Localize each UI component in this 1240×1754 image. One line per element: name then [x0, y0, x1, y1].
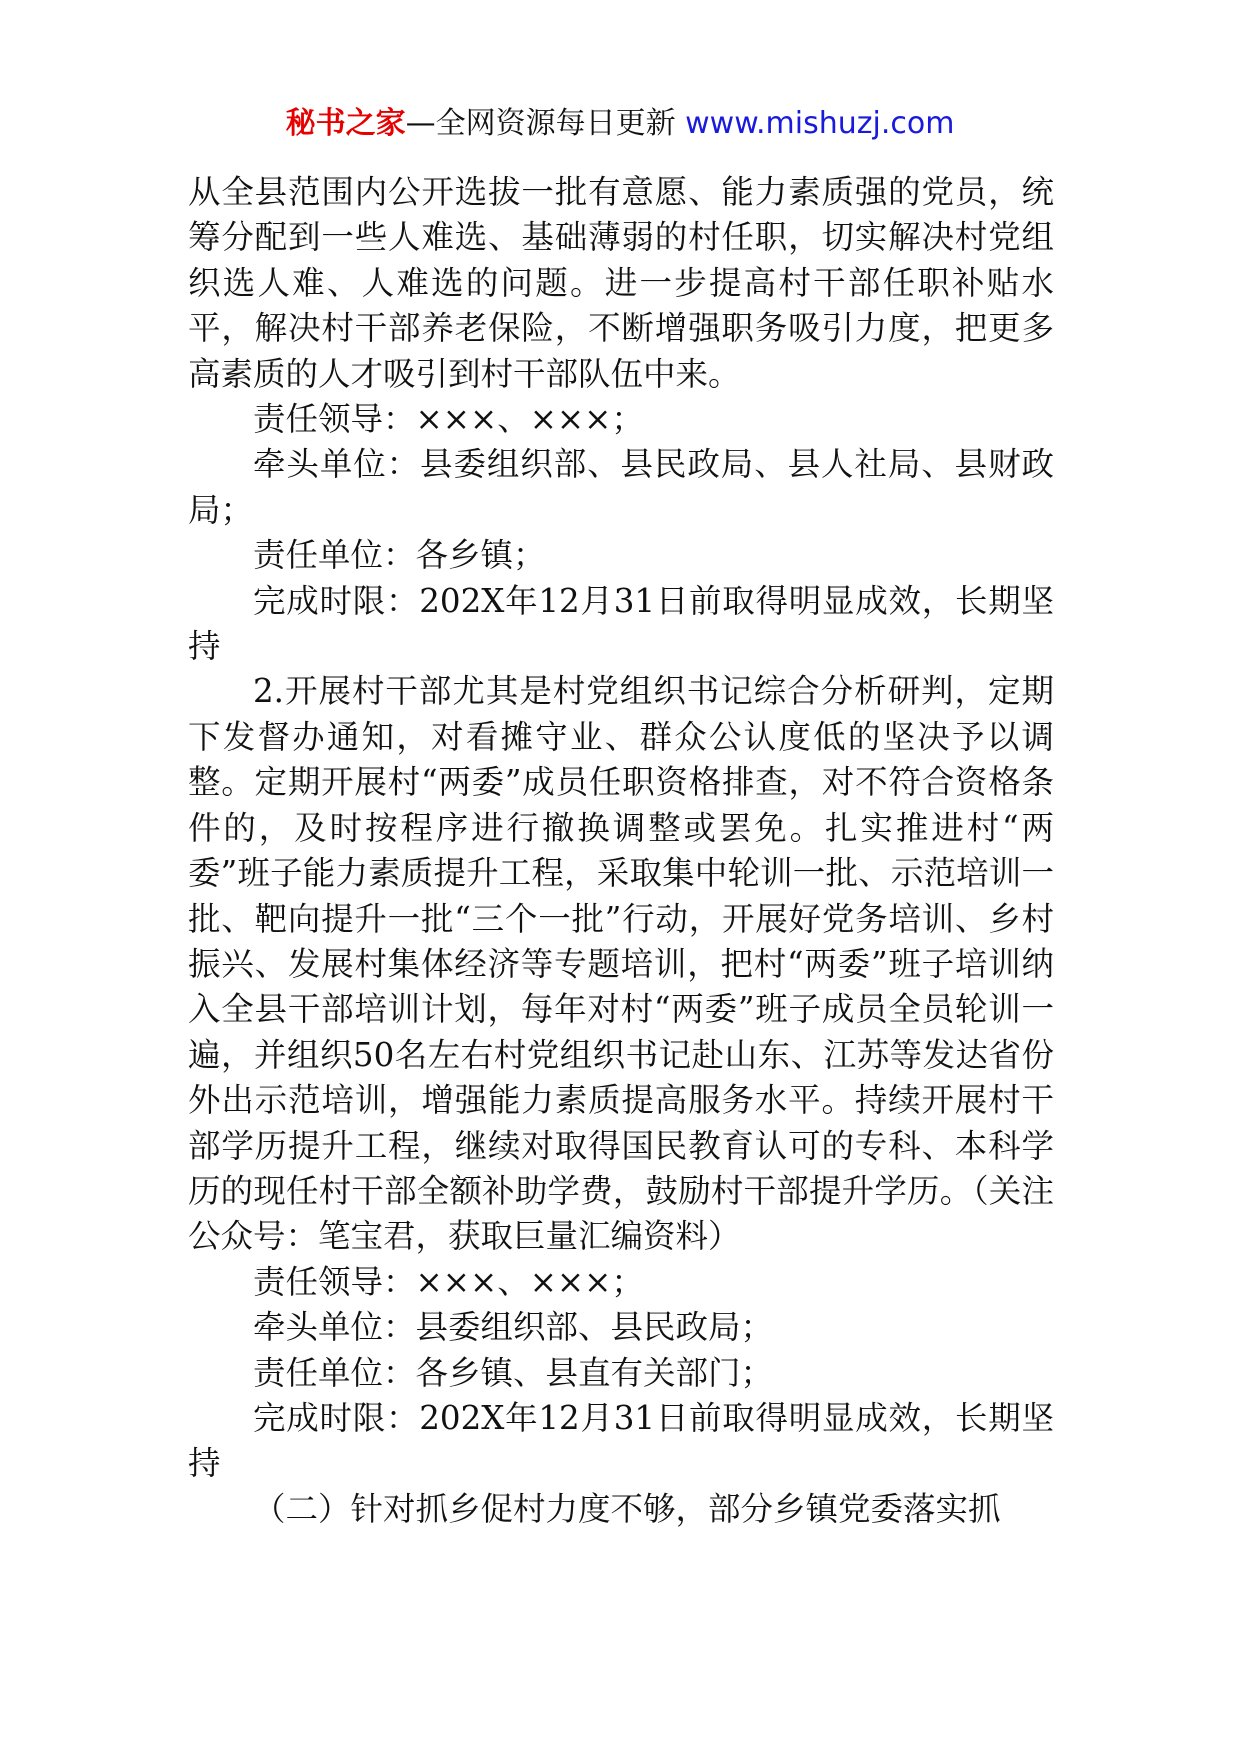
responsible-unit-2: 责任单位：各乡镇、县直有关部门； — [253, 1353, 774, 1392]
lead-unit-2: 牵头单位：县委组织部、县民政局； — [253, 1308, 774, 1347]
site-slogan: —全网资源每日更新 — [405, 106, 676, 141]
deadline-1: 完成时限：202X年12月31日前取得明显成效，长期坚持 — [188, 581, 1054, 666]
page-header — [0, 100, 1240, 148]
site-brand: 秘书之家 — [285, 106, 406, 141]
site-url-link[interactable]: www.mishuzj.com — [685, 106, 955, 141]
paragraph-recruitment: 从全县范围内公开选拔一批有意愿、能力素质强的党员，统筹分配到一些人难选、基础薄弱的村任职，切实解决村党组织选人难、人难选的问题。进一步提高村干部任职补贴水平，解决村干部养老保险，不断增强职务吸引力度，把更多高素质的人才吸引到村干部队伍中来。 — [188, 173, 1054, 393]
section-heading-2: （二）针对抓乡促村力度不够，部分乡镇党委落实抓 — [253, 1489, 1001, 1528]
document-body — [188, 170, 1054, 1532]
paragraph-item-2: 2.开展村干部尤其是村党组织书记综合分析研判，定期下发督办通知，对看摊守业、群众公认度低的坚决予以调整。定期开展村“两委”成员任职资格排查，对不符合资格条件的，及时按程序进行撤换调整或罢免。扎实推进村“两委”班子能力素质提升工程，采取集中轮训一批、示范培训一批、靶向提升一批“三个一批”行动，开展好党务培训、乡村振兴、发展村集体经济等专题培训，把村“两委”班子培训纳入全县干部培训计划，每年对村“两委”班子成员全员轮训一遍，并组织50名左右村党组织书记赴山东、江苏等发达省份外出示范培训，增强能力素质提高服务水平。持续开展村干部学历提升工程，继续对取得国民教育认可的专科、本科学历的现任村干部全额补助学费，鼓励村干部提升学历。（关注公众号：笔宝君，获取巨量汇编资料） — [188, 672, 1054, 1256]
responsible-leader-1: 责任领导：×××、×××； — [253, 400, 644, 439]
responsible-unit-1: 责任单位：各乡镇； — [253, 536, 546, 575]
responsible-leader-2: 责任领导：×××、×××； — [253, 1262, 644, 1301]
deadline-2: 完成时限：202X年12月31日前取得明显成效，长期坚持 — [188, 1398, 1054, 1483]
lead-unit-1: 牵头单位：县委组织部、县民政局、县人社局、县财政局； — [188, 445, 1054, 529]
